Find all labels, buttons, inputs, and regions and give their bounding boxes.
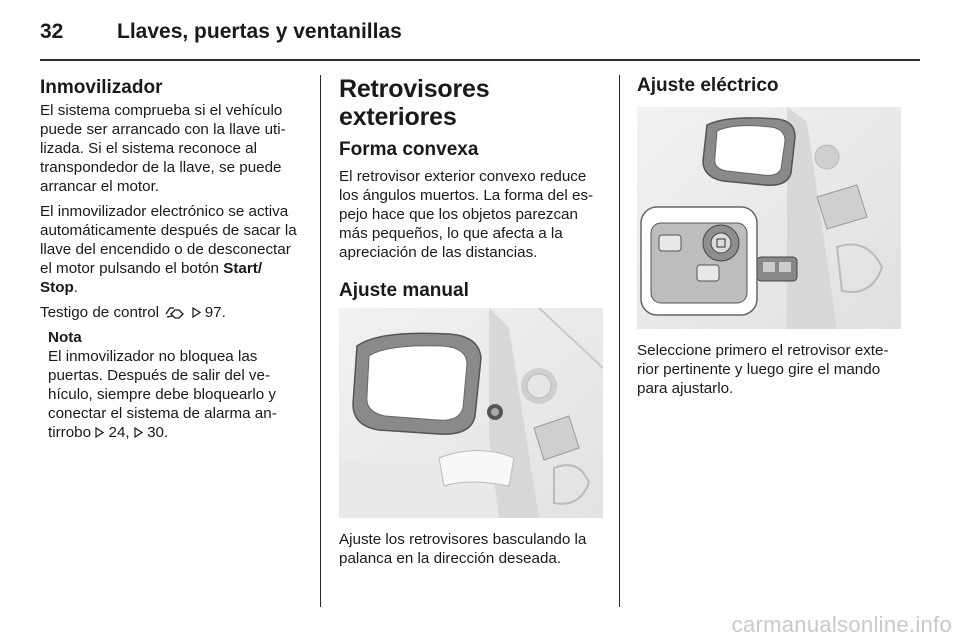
page-number: 32: [40, 20, 64, 43]
column-divider-2: [619, 75, 620, 607]
paragraph: Ajuste los retrovisores basculando la palanca en la dirección deseada.: [339, 531, 587, 567]
chapter-title: Llaves, puertas y ventanillas: [117, 20, 402, 43]
electric-mirror-illustration: [637, 107, 901, 329]
note-label: Nota: [48, 329, 82, 346]
column-divider-1: [320, 75, 321, 607]
ref-arrow-icon: [134, 424, 143, 441]
section-title-retrovisores: Retrovisores exteriores: [339, 75, 490, 131]
note-box: Nota El inmovilizador no bloquea las puertas. Después de salir del vehículo, siempre debe bloquearlo y conectar el sistema de alarma antirrobo 24, 30.: [48, 328, 302, 442]
immobilizer-lamp-icon: [163, 304, 187, 320]
page-header: [0, 0, 960, 60]
column-electric-adjust: [637, 75, 901, 404]
paragraph: El sistema comprueba si el vehículo puede ser arrancado con la llave utilizada. Si el sistema reconoce al transpondedor de la llave, se puede arrancar el motor.: [40, 102, 286, 195]
paragraph: El retrovisor exterior convexo reduce los ángulos muertos. La forma del espejo hace que los objetos parezcan más pequeños, lo que afecta a la apreciación de las distancias.: [339, 168, 594, 261]
paragraph: El inmovilizador electrónico se activa automáticamente después de sacar la llave del encendido o de desconectar el motor pulsando el botón Start/ Stop.: [40, 203, 297, 296]
header-rule: [40, 59, 920, 61]
manual-mirror-illustration: [339, 308, 603, 518]
subheading-ajuste-electrico: Ajuste eléctrico: [637, 75, 779, 96]
column-immobilizer: [40, 75, 302, 442]
column-exterior-mirrors: [339, 75, 603, 574]
subheading-ajuste-manual: Ajuste manual: [339, 280, 469, 301]
watermark: carmanualsonline.info: [731, 612, 952, 637]
subheading-forma-convexa: Forma convexa: [339, 139, 479, 160]
section-heading-inmovilizador: Inmovilizador: [40, 77, 163, 98]
paragraph: Seleccione primero el retrovisor exterior pertinente y luego gire el mando para ajustarlo.: [637, 342, 889, 397]
paragraph-control-lamp: Testigo de control 97.: [40, 304, 226, 321]
ref-arrow-icon: [192, 304, 201, 320]
ref-arrow-icon: [95, 424, 104, 441]
start-stop-label: Start/ Stop: [40, 260, 263, 296]
